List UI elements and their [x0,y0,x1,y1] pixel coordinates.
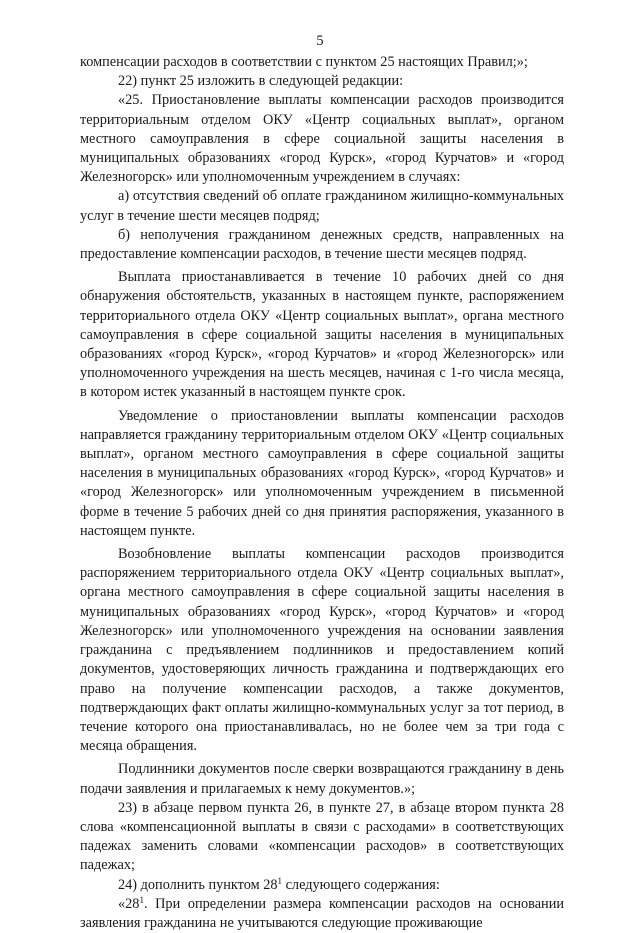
paragraph-suspension-term: Выплата приостанавливается в течение 10 рабочих дней со дня обнаружения обстоятельств, указанных в настоящем пункте, распоряжением территориального отдела ОКУ «Центр социальных выплат», органа местного самоуправления в сфере социальной защиты населения в муниципальных образованиях «город Курск», «город Курчатов» и «город Железногорск» или уполномоченного учреждения на шесть месяцев, начиная с 1-го числа месяца, в котором истек указанный в настоящем пункте срок. [80,269,564,401]
paragraph-item-23: 23) в абзаце первом пункта 26, в пункте 27, в абзаце втором пункта 28 слова «компенсационной выплаты в связи с расходами» в соответствующих падежах заменить словами «компенсации расходов» в соответствующих падежах; [80,799,564,874]
paragraph-point-25: «25. Приостановление выплаты компенсации расходов производится территориальным отделом ОКУ «Центр социальных выплат», органом местного самоуправления в сфере социальной защиты населения в муниципальных образованиях «город Курск», «город Курчатов» и «город Железногорск» или уполномоченным учреждением в случаях: [80,92,564,186]
paragraph-subitem-b: б) неполучения гражданином денежных средств, направленных на предоставление компенсации расходов, в течение шести месяцев подряд. [80,226,564,263]
paragraph-originals-return: Подлинники документов после сверки возвращаются гражданину в день подачи заявления и прилагаемых к нему документов.»; [80,761,564,797]
paragraph-item-22: 22) пункт 25 изложить в следующей редакции: [118,73,404,90]
point-28-1-superscript: 1 [139,894,144,905]
item-24-text-before: 24) дополнить пунктом 28 [118,876,278,893]
point-28-1-text-after: . При определении размера компенсации расходов на основании заявления гражданина не учитываются следующие проживающие [80,895,564,931]
paragraph-subitem-a: а) отсутствия сведений об оплате гражданином жилищно-коммунальных услуг в течение шести месяцев подряд; [80,188,564,224]
page-number: 5 [316,33,324,49]
document-body [80,53,564,933]
item-24-text-after: следующего содержания: [282,876,440,893]
item-24-superscript: 1 [277,875,283,886]
paragraph-carryover: компенсации расходов в соответствии с пунктом 25 настоящих Правил;»; [80,54,528,70]
point-28-1-text-before: «28 [118,895,140,912]
paragraph-notification: Уведомление о приостановлении выплаты компенсации расходов направляется гражданину территориальным отделом ОКУ «Центр социальных выплат», органом местного самоуправления в сфере социальной защиты населения в муниципальных образованиях «город Курск», «город Курчатов» и «город Железногорск» или уполномоченным учреждением в письменной форме в течение 5 рабочих дней со дня принятия распоряжения, указанного в настоящем пункте. [80,407,564,539]
paragraph-item-24 [80,876,564,895]
paragraph-point-28-1 [80,895,564,933]
paragraph-resumption: Возобновление выплаты компенсации расходов производится распоряжением территориального отдела ОКУ «Центр социальных выплат», органа местного самоуправления в сфере социальной защиты населения в муниципальных образованиях «город Курск», «город Курчатов» и «город Железногорск» или уполномоченного учреждения на основании заявления гражданина с предъявлением подлинников и предоставлением копий документов, удостоверяющих личность гражданина и подтверждающих его право на получение компенсации расходов, а также документов, подтверждающих факт оплаты жилищно-коммунальных услуг за тот период, в течение которого она приостанавливалась, но не более чем за три года с месяца обращения. [80,546,564,755]
